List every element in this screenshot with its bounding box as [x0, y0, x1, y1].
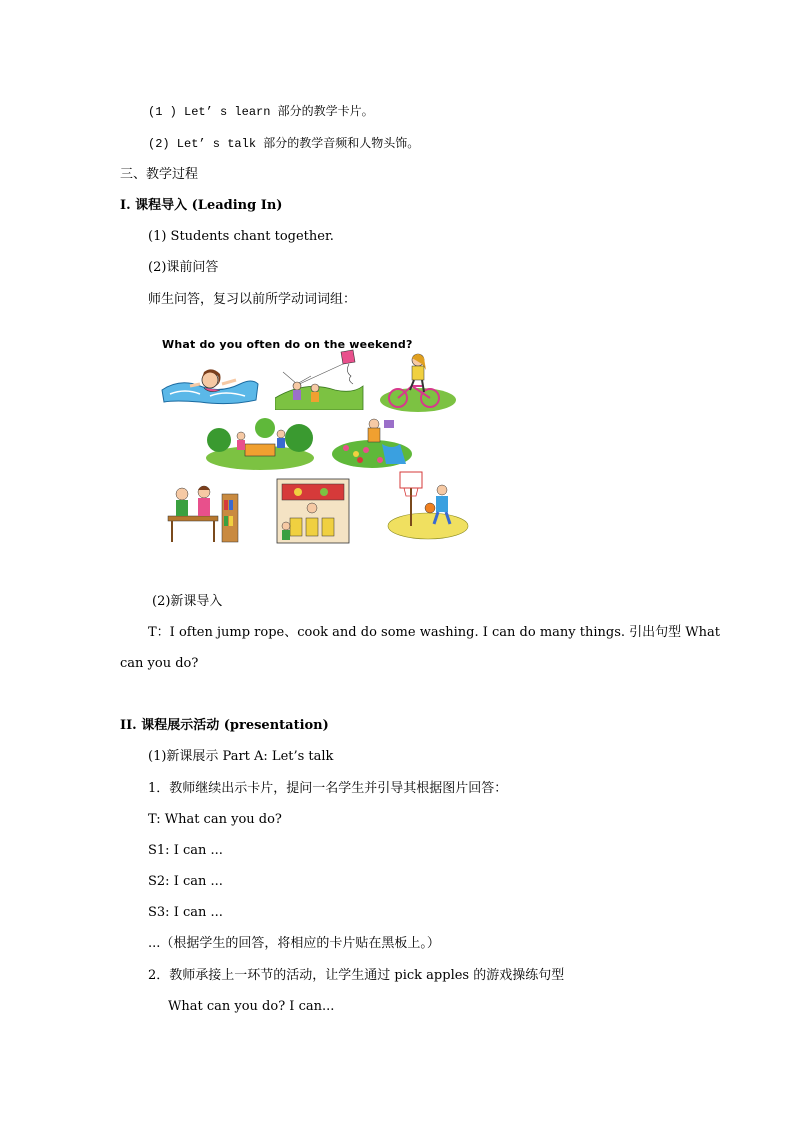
presentation-step-1: 1．教师继续出示卡片，提问一名学生并引导其根据图片回答： [148, 781, 508, 796]
presentation-step-2-line-2: What can you do? I can... [168, 999, 335, 1014]
presentation-note: ...（根据学生的回答，将相应的卡片贴在黑板上。） [148, 936, 440, 951]
swimming-illustration [160, 360, 260, 408]
park-outing-illustration [205, 416, 315, 470]
figure-title: What do you often do on the weekend? [162, 338, 413, 351]
leading-in-heading: I. 课程导入 (Leading In) [120, 198, 283, 213]
study-at-desk-illustration [164, 480, 244, 544]
leading-in-item-2: (2)课前问答 [148, 260, 219, 275]
dialog-line: S3: I can ... [148, 905, 223, 920]
leading-in-instruction: 师生问答，复习以前所学动词词组： [148, 292, 357, 307]
cycling-illustration [378, 350, 458, 412]
teacher-line-2: can you do? [120, 656, 199, 671]
dialog-line: S1: I can ... [148, 843, 223, 858]
dialog-line: S2: I can ... [148, 874, 223, 889]
material-item-2: (2) Let’ s talk 部分的教学音频和人物头饰。 [148, 137, 420, 151]
gardening-illustration [330, 414, 414, 470]
dialog-line: T: What can you do? [148, 812, 282, 827]
material-item-1: (1 ) Let’ s learn 部分的教学卡片。 [148, 105, 374, 119]
cooking-illustration [276, 478, 350, 544]
kite-flying-illustration [275, 346, 365, 410]
teacher-line-1: T：I often jump rope、cook and do some washing. I can do many things. 引出句型 What [148, 625, 720, 640]
weekend-activities-figure [150, 332, 480, 554]
basketball-illustration [386, 466, 472, 540]
presentation-step-2: 2．教师承接上一环节的活动，让学生通过 pick apples 的游戏操练句型 [148, 968, 565, 983]
presentation-item-1: (1)新课展示 Part A: Let’s talk [148, 749, 334, 764]
presentation-heading: II. 课程展示活动 (presentation) [120, 718, 329, 733]
leading-in-item-1: (1) Students chant together. [148, 229, 334, 244]
new-lesson-intro-label: (2)新课导入 [152, 594, 223, 609]
section-title: 三、教学过程 [120, 167, 199, 182]
